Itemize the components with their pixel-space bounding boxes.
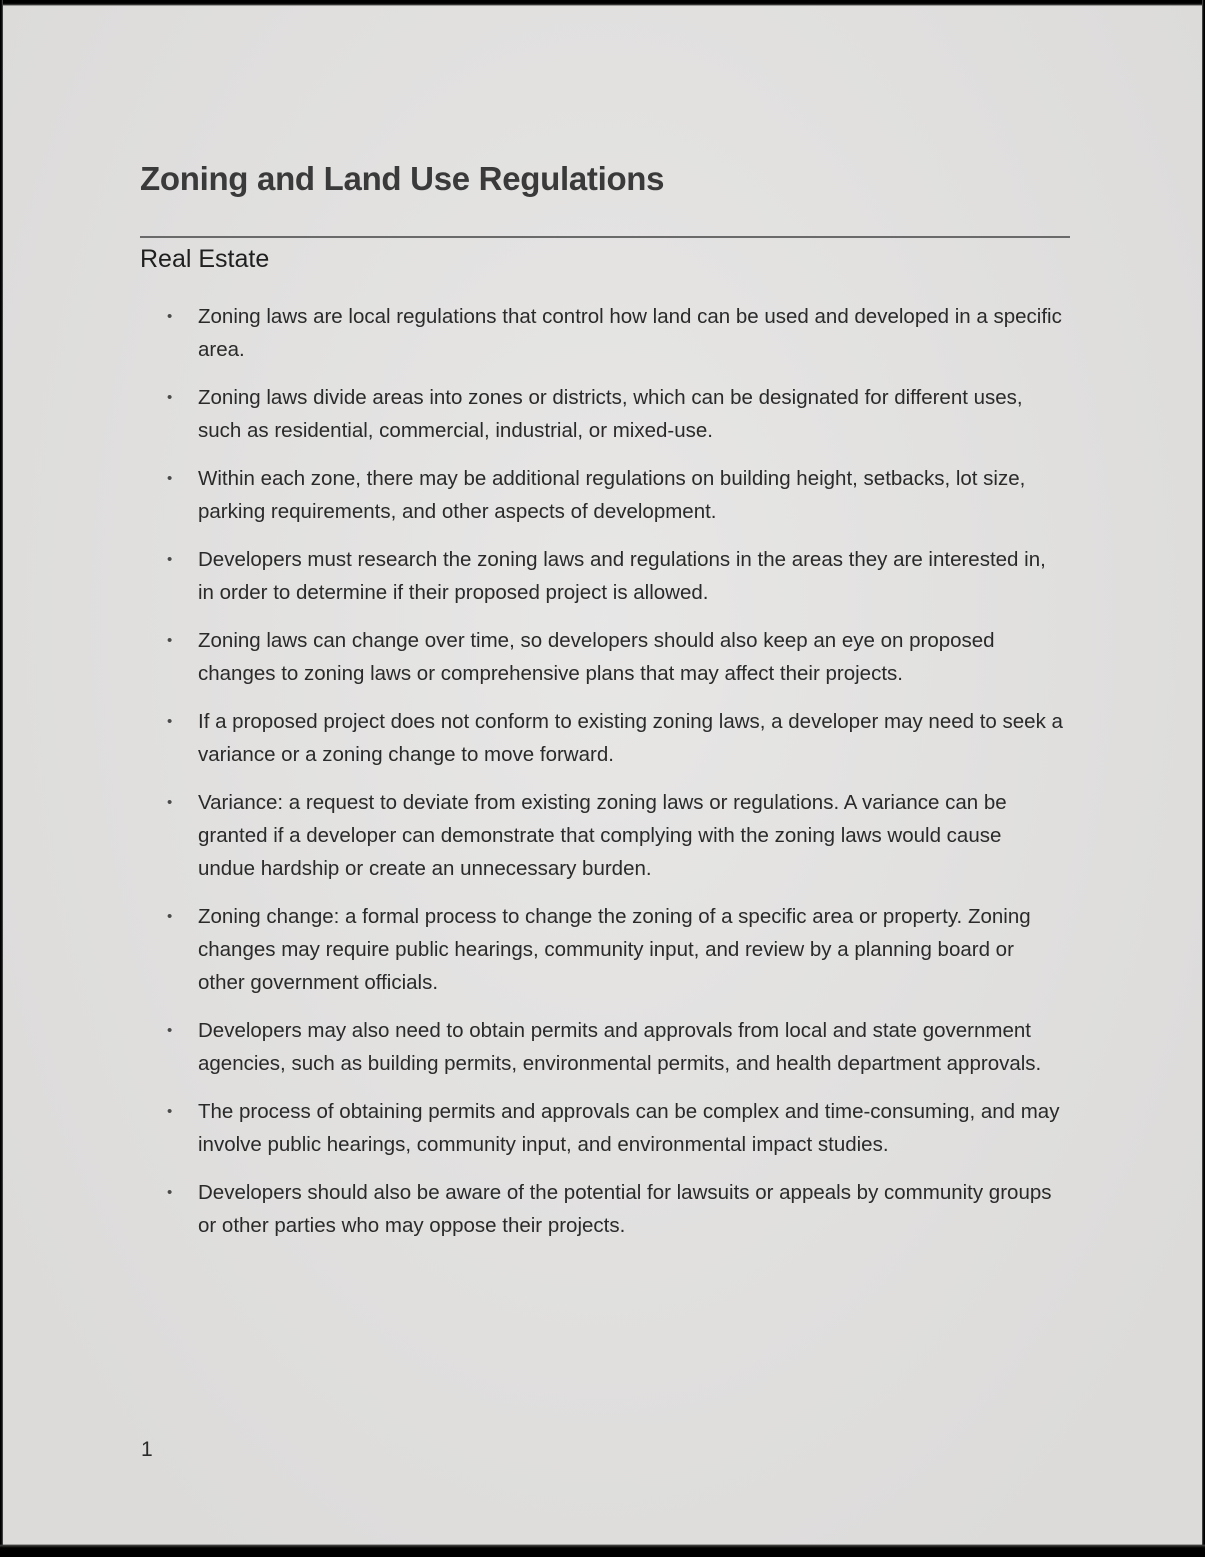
- bullet-text: Zoning laws divide areas into zones or districts, which can be designated for different uses, such as residential, commercial, industrial, or mixed-use.: [198, 386, 1023, 442]
- bullet-text: Zoning change: a formal process to change the zoning of a specific area or property. Zoning changes may require public hearings, community input, and review by a planning board or other government officials.: [198, 905, 1031, 994]
- bullet-item: [140, 786, 1064, 885]
- bullet-marker-icon: •: [167, 1184, 173, 1201]
- bullet-item: [140, 1014, 1064, 1080]
- bullet-marker-icon: •: [167, 632, 173, 649]
- bullet-text: Within each zone, there may be additional regulations on building height, setbacks, lot size, parking requirements, and other aspects of development.: [198, 467, 1026, 523]
- bullet-text: Developers may also need to obtain permits and approvals from local and state government agencies, such as building permits, environmental permits, and health department approvals.: [198, 1019, 1042, 1075]
- bullet-marker-icon: •: [167, 908, 173, 925]
- bullet-marker-icon: •: [167, 470, 173, 487]
- bullet-text: If a proposed project does not conform to existing zoning laws, a developer may need to seek a variance or a zoning change to move forward.: [198, 710, 1063, 766]
- bullet-marker-icon: •: [167, 551, 173, 568]
- bullet-item: [140, 705, 1064, 771]
- bullet-item: [140, 1095, 1064, 1161]
- bullet-item: [140, 900, 1064, 999]
- bullet-item: [140, 462, 1064, 528]
- bullet-text: Developers must research the zoning laws and regulations in the areas they are interested in, in order to determine if their proposed project is allowed.: [198, 548, 1046, 604]
- bullet-item: [140, 624, 1064, 690]
- scan-border-bottom: [0, 1544, 1205, 1557]
- bullet-item: [140, 1176, 1064, 1242]
- bullet-marker-icon: •: [167, 1103, 173, 1120]
- scan-border-top: [0, 0, 1205, 6]
- bullet-marker-icon: •: [167, 794, 173, 811]
- bullet-marker-icon: •: [167, 713, 173, 730]
- title-divider: [140, 236, 1070, 238]
- bullet-text: Variance: a request to deviate from existing zoning laws or regulations. A variance can be granted if a developer can demonstrate that complying with the zoning laws would cause undue hardship or create an unnecessary burden.: [198, 791, 1007, 880]
- bullet-item: [140, 381, 1064, 447]
- scan-border-left: [0, 0, 3, 1557]
- bullet-text: The process of obtaining permits and approvals can be complex and time-consuming, and may involve public hearings, community input, and environmental impact studies.: [198, 1100, 1060, 1156]
- bullet-text: Developers should also be aware of the potential for lawsuits or appeals by community groups or other parties who may oppose their projects.: [198, 1181, 1052, 1237]
- section-heading: Real Estate: [140, 245, 270, 273]
- bullet-item: [140, 300, 1064, 366]
- bullet-list: [140, 300, 1064, 1257]
- bullet-marker-icon: •: [167, 1022, 173, 1039]
- page-number: 1: [141, 1438, 153, 1461]
- bullet-text: Zoning laws can change over time, so developers should also keep an eye on proposed changes to zoning laws or comprehensive plans that may affect their projects.: [198, 629, 995, 685]
- bullet-text: Zoning laws are local regulations that control how land can be used and developed in a specific area.: [198, 305, 1062, 361]
- page-title: Zoning and Land Use Regulations: [140, 160, 665, 197]
- bullet-item: [140, 543, 1064, 609]
- bullet-marker-icon: •: [167, 389, 173, 406]
- bullet-marker-icon: •: [167, 308, 173, 325]
